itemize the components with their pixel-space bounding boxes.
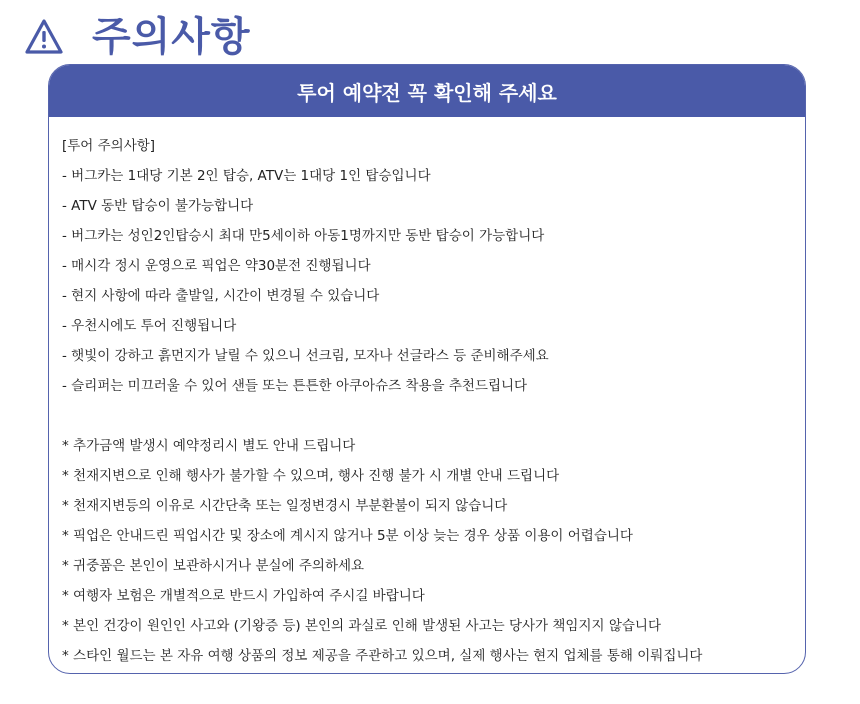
section-label: [투어 주의사항] — [62, 138, 156, 154]
notice-card — [48, 64, 806, 674]
note-item: - 슬리퍼는 미끄러울 수 있어 샌들 또는 튼튼한 아쿠아슈즈 착용을 추천드립니다 — [62, 378, 528, 394]
note-item: - 매시각 정시 운영으로 픽업은 약30분전 진행됩니다 — [62, 258, 371, 274]
note-item: - 현지 사항에 따라 출발일, 시간이 변경될 수 있습니다 — [62, 288, 380, 304]
note-item: - 버그카는 성인2인탑승시 최대 만5세이하 아동1명까지만 동반 탑승이 가능합니다 — [62, 228, 545, 244]
page-title: 주의사항 — [92, 14, 251, 60]
note-item: - ATV 동반 탑승이 불가능합니다 — [62, 198, 254, 214]
note-item: - 버그카는 1대당 기본 2인 탑승, ATV는 1대당 1인 탑승입니다 — [62, 168, 431, 184]
star-note-item: * 귀중품은 본인이 보관하시거나 분실에 주의하세요 — [62, 558, 365, 574]
star-note-item: * 본인 건강이 원인인 사고와 (기왕증 등) 본인의 과실로 인해 발생된 사고는 당사가 책임지지 않습니다 — [62, 618, 662, 634]
notice-body — [49, 117, 805, 671]
spacer — [62, 401, 805, 431]
page-header — [24, 12, 251, 62]
note-item: - 우천시에도 투어 진행됩니다 — [62, 318, 237, 334]
notice-banner: 투어 예약전 꼭 확인해 주세요 — [49, 65, 805, 117]
star-note-item: * 여행자 보험은 개별적으로 반드시 가입하여 주시길 바랍니다 — [62, 588, 425, 604]
warning-triangle-icon — [24, 17, 64, 57]
star-note-item: * 스타인 월드는 본 자유 여행 상품의 정보 제공을 주관하고 있으며, 실제 행사는 현지 업체를 통해 이뤄집니다 — [62, 648, 703, 664]
note-item: - 햇빛이 강하고 흙먼지가 날릴 수 있으니 선크림, 모자나 선글라스 등 준비해주세요 — [62, 348, 549, 364]
star-note-item: * 천재지변으로 인해 행사가 불가할 수 있으며, 행사 진행 불가 시 개별 안내 드립니다 — [62, 468, 560, 484]
star-note-item: * 픽업은 안내드린 픽업시간 및 장소에 계시지 않거나 5분 이상 늦는 경우 상품 이용이 어렵습니다 — [62, 528, 633, 544]
star-note-item: * 추가금액 발생시 예약정리시 별도 안내 드립니다 — [62, 438, 356, 454]
star-note-item: * 천재지변등의 이유로 시간단축 또는 일정변경시 부분환불이 되지 않습니다 — [62, 498, 508, 514]
